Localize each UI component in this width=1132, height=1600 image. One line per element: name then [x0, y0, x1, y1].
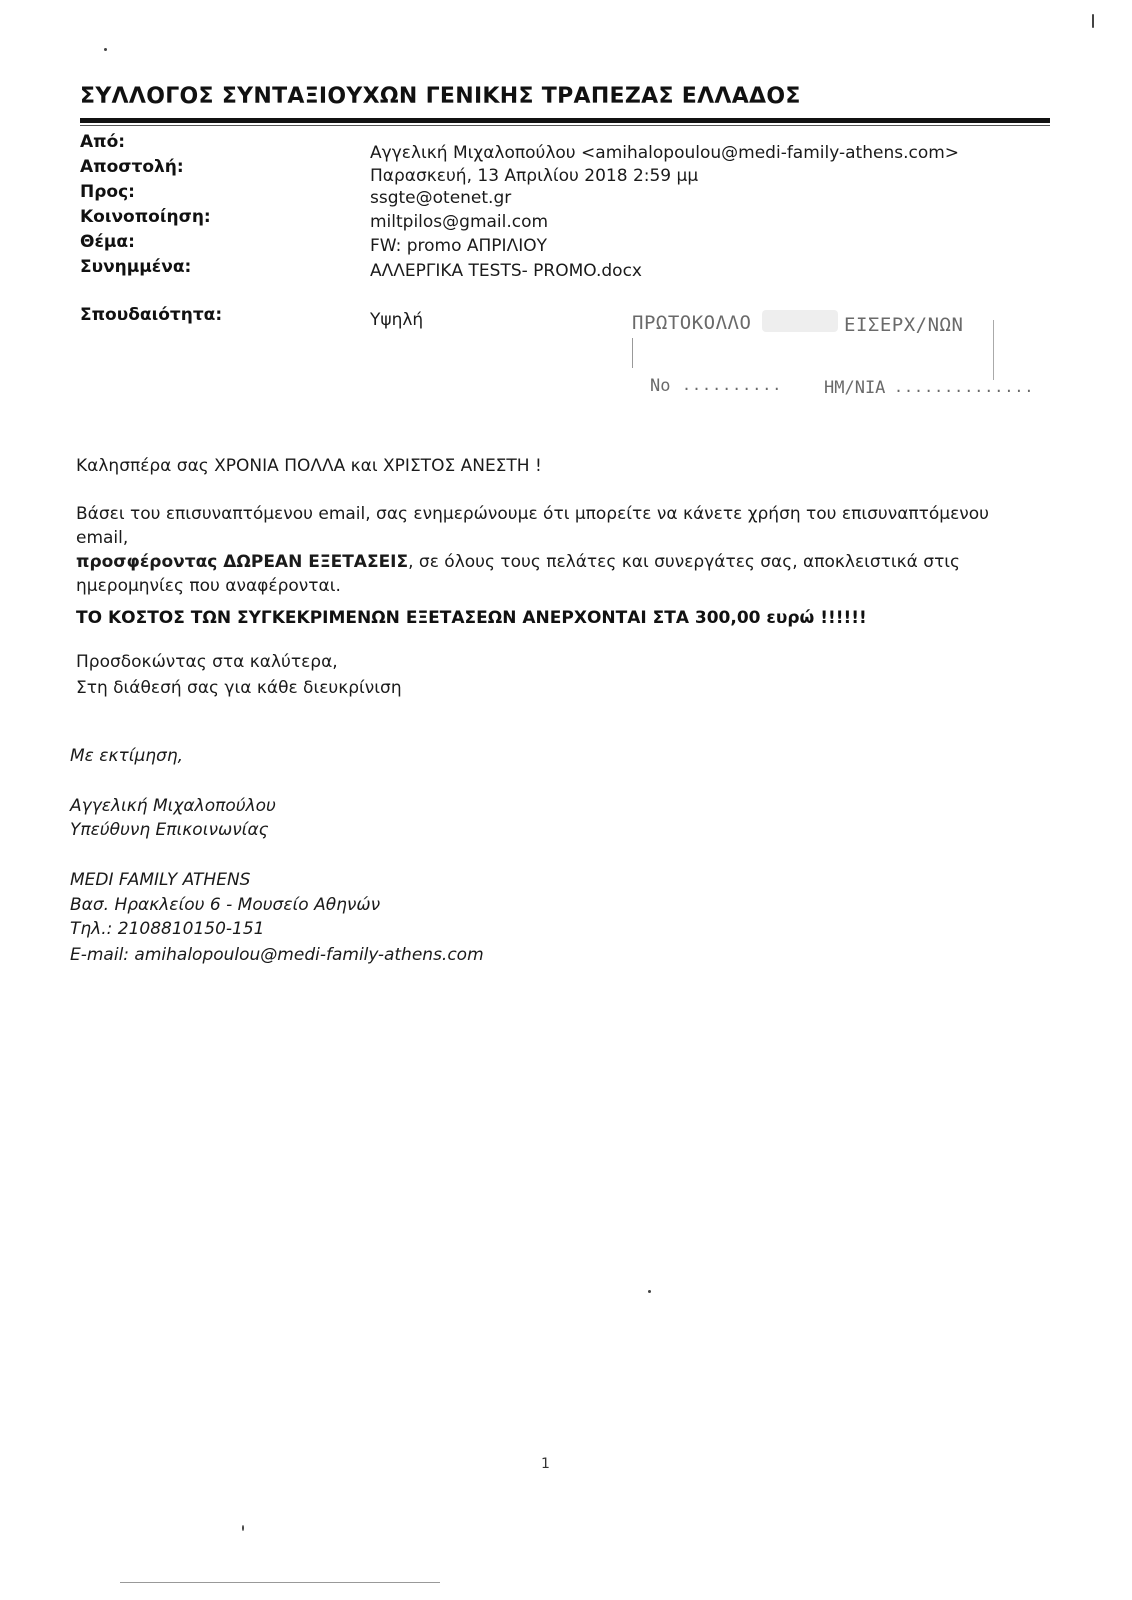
regards: Με εκτίμηση, — [70, 746, 183, 766]
stamp-line — [632, 338, 633, 368]
from-value: Αγγελική Μιχαλοπούλου <amihalopoulou@medi-family-athens.com> — [370, 143, 960, 163]
closing-line: Στη διάθεσή σας για κάθε διευκρίνιση — [76, 678, 402, 698]
stamp-incoming: ΕΙΣΕΡΧ/ΝΩΝ — [844, 314, 964, 336]
from-label: Από: — [80, 132, 126, 152]
paragraph-text: Βάσει του επισυναπτόμενου email, σας ενημερώνουμε ότι μπορείτε να κάνετε χρήση του επισυναπτόμενου email, — [76, 504, 990, 548]
stamp-number-field: .......... — [682, 376, 783, 394]
page-number: 1 — [541, 1456, 550, 1472]
scan-speck — [648, 1290, 651, 1293]
paragraph-text: , σε όλους τους πελάτες και συνεργάτες σας, αποκλειστικά στις ημερομηνίες που αναφέρονται. — [76, 552, 961, 596]
subject-value: FW: promo ΑΠΡΙΛΙΟΥ — [370, 236, 547, 256]
to-value: ssgte@otenet.gr — [370, 188, 512, 208]
signature-role: Υπεύθυνη Επικοινωνίας — [70, 820, 269, 840]
scan-speck — [1092, 14, 1094, 28]
stamp-date-label: ΗΜ/ΝΙΑ — [824, 378, 886, 398]
stamp-number-label: No — [650, 376, 671, 396]
protocol-stamp — [632, 304, 1035, 414]
attachments-label: Συνημμένα: — [80, 257, 192, 277]
cost-notice: ΤΟ ΚΟΣΤΟΣ ΤΩΝ ΣΥΓΚΕΚΡΙΜΕΝΩΝ ΕΞΕΤΑΣΕΩΝ ΑΝΕΡΧΟΝΤΑΙ ΣΤΑ 300,00 ευρώ !!!!!! — [76, 608, 867, 628]
scan-speck — [104, 48, 107, 51]
body-paragraph — [76, 502, 1046, 598]
closing-line: Προσδοκώντας στα καλύτερα, — [76, 652, 338, 672]
scan-edge-line — [120, 1582, 440, 1583]
organization-title: ΣΥΛΛΟΓΟΣ ΣΥΝΤΑΞΙΟΥΧΩΝ ΓΕΝΙΚΗΣ ΤΡΑΠΕΖΑΣ ΕΛΛΑΔΟΣ — [80, 84, 801, 109]
stamp-title: ΠΡΩΤΟΚΟΛΛΟ — [632, 312, 752, 334]
title-rule-thin — [80, 125, 1050, 126]
importance-label: Σπουδαιότητα: — [80, 305, 223, 325]
signature-email: E-mail: amihalopoulou@medi-family-athens.com — [70, 945, 484, 965]
greeting: Καλησπέρα σας ΧΡΟΝΙΑ ΠΟΛΛΑ και ΧΡΙΣΤΟΣ ΑΝΕΣΤΗ ! — [76, 456, 542, 476]
free-exams-emphasis: προσφέροντας ΔΩΡΕΑΝ ΕΞΕΤΑΣΕΙΣ — [76, 552, 409, 572]
sent-label: Αποστολή: — [80, 157, 184, 177]
subject-label: Θέμα: — [80, 232, 135, 252]
stamp-line — [993, 320, 994, 380]
cc-label: Κοινοποίηση: — [80, 207, 211, 227]
signature-address: Βασ. Ηρακλείου 6 - Μουσείο Αθηνών — [70, 895, 381, 915]
to-label: Προς: — [80, 182, 135, 202]
sent-value: Παρασκευή, 13 Απριλίου 2018 2:59 μμ — [370, 166, 699, 186]
signature-name: Αγγελική Μιχαλοπούλου — [70, 796, 276, 816]
stamp-smudge — [762, 310, 838, 332]
importance-value: Υψηλή — [370, 310, 424, 330]
title-rule — [80, 118, 1050, 123]
scan-speck — [242, 1525, 244, 1531]
stamp-date-field: .............. — [894, 378, 1035, 396]
signature-company: MEDI FAMILY ATHENS — [70, 870, 251, 890]
attachments-value: ΑΛΛΕΡΓΙΚΑ TESTS- PROMO.docx — [370, 261, 642, 281]
cc-value: miltpilos@gmail.com — [370, 212, 549, 232]
signature-phone: Τηλ.: 2108810150-151 — [70, 919, 265, 939]
